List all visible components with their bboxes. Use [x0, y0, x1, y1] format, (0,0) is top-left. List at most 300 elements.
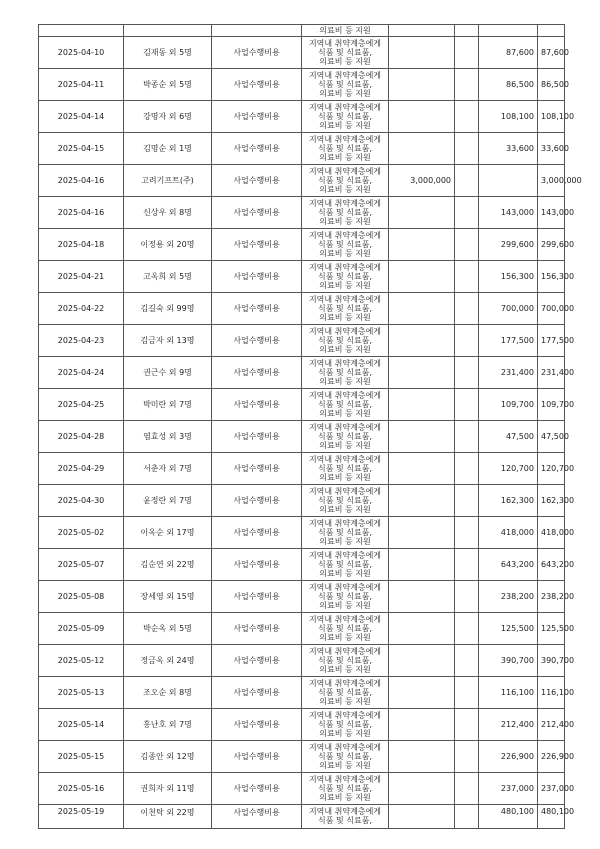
expense-cell: 116,100 — [479, 677, 538, 709]
description-line: 식품 및 식료품, — [318, 464, 372, 473]
expense-cell: 177,500 — [479, 325, 538, 357]
table-row — [39, 69, 565, 101]
description-cell — [302, 485, 389, 517]
table-row — [39, 101, 565, 133]
description-cell — [302, 773, 389, 805]
income-cell — [389, 485, 455, 517]
description-line: 지역내 취약계층에게 — [308, 263, 382, 272]
ledger-table — [38, 24, 582, 829]
description-line: 지역내 취약계층에게 — [308, 231, 382, 240]
description-line: 의료비 등 지원 — [319, 441, 371, 450]
expense-cell: 33,600 — [479, 133, 538, 165]
description-line: 식품 및 식료품, — [318, 272, 372, 281]
description-line: 지역내 취약계층에게 — [308, 583, 382, 592]
description-line: 지역내 취약계층에게 — [308, 615, 382, 624]
extra-cell — [455, 229, 479, 261]
income-cell — [389, 421, 455, 453]
table-row — [39, 709, 565, 741]
table-row — [39, 581, 565, 613]
table-row — [39, 229, 565, 261]
extra-cell — [455, 293, 479, 325]
description-line: 지역내 취약계층에게 — [308, 743, 382, 752]
income-cell — [389, 229, 455, 261]
extra-cell — [455, 645, 479, 677]
expense-cell: 226,900 — [479, 741, 538, 773]
income-cell — [389, 37, 455, 69]
description-line: 식품 및 식료품, — [318, 752, 372, 761]
total-cell: 143,000 — [538, 197, 565, 229]
account-cell: 사업수행비용 — [212, 485, 302, 517]
account-cell: 사업수행비용 — [212, 261, 302, 293]
table-row — [39, 549, 565, 581]
description-line: 식품 및 식료품, — [318, 624, 372, 633]
extra-cell — [455, 197, 479, 229]
description-line: 식품 및 식료품, — [318, 720, 372, 729]
description-line: 지역내 취약계층에게 — [308, 679, 382, 688]
account-cell: 사업수행비용 — [212, 517, 302, 549]
description-line: 식품 및 식료품, — [318, 688, 372, 697]
date-cell: 2025-04-23 — [39, 325, 124, 357]
description-line: 의료비 등 지원 — [319, 473, 371, 482]
description-line: 의료비 등 지원 — [319, 537, 371, 546]
income-cell — [389, 293, 455, 325]
recipient-cell: 권희자 외 11명 — [124, 773, 212, 805]
table-row — [39, 453, 565, 485]
description-line: 의료비 등 지원 — [319, 377, 371, 386]
table-row — [39, 133, 565, 165]
date-cell: 2025-05-15 — [39, 741, 124, 773]
income-cell — [389, 613, 455, 645]
expense-cell: 120,700 — [479, 453, 538, 485]
table-row — [39, 517, 565, 549]
date-cell: 2025-05-16 — [39, 773, 124, 805]
description-line: 식품 및 식료품, — [318, 592, 372, 601]
description-line: 지역내 취약계층에게 — [308, 519, 382, 528]
description-cell: 의료비 등 지원 — [302, 25, 389, 37]
total-cell: 212,400 — [538, 709, 565, 741]
recipient-cell: 이천탁 외 22명 — [124, 805, 212, 829]
expense-cell — [479, 165, 538, 197]
description-line: 식품 및 식료품, — [318, 48, 372, 57]
description-line: 의료비 등 지원 — [319, 345, 371, 354]
description-line: 지역내 취약계층에게 — [308, 167, 382, 176]
recipient-cell: 정금옥 외 24명 — [124, 645, 212, 677]
total-cell: 109,700 — [538, 389, 565, 421]
table-row — [39, 805, 565, 829]
description-cell — [302, 133, 389, 165]
date-cell: 2025-04-10 — [39, 37, 124, 69]
table-row — [39, 389, 565, 421]
total-cell: 86,500 — [538, 69, 565, 101]
extra-cell — [455, 549, 479, 581]
recipient-cell: 김종안 외 12명 — [124, 741, 212, 773]
description-line: 식품 및 식료품, — [318, 336, 372, 345]
account-cell: 사업수행비용 — [212, 645, 302, 677]
description-line: 식품 및 식료품, — [318, 656, 372, 665]
description-line: 지역내 취약계층에게 — [308, 71, 382, 80]
description-line: 지역내 취약계층에게 — [308, 647, 382, 656]
date-cell: 2025-05-19 — [39, 805, 124, 829]
table-row — [39, 165, 565, 197]
description-line: 식품 및 식료품, — [318, 304, 372, 313]
table-row — [39, 261, 565, 293]
extra-cell — [455, 421, 479, 453]
extra-cell — [455, 389, 479, 421]
description-line: 지역내 취약계층에게 — [308, 775, 382, 784]
description-line: 의료비 등 지원 — [319, 409, 371, 418]
description-line: 지역내 취약계층에게 — [308, 135, 382, 144]
extra-cell — [455, 613, 479, 645]
description-line: 의료비 등 지원 — [319, 601, 371, 610]
table-row — [39, 293, 565, 325]
income-cell — [389, 133, 455, 165]
table-row — [39, 677, 565, 709]
description-cell — [302, 581, 389, 613]
total-cell: 643,200 — [538, 549, 565, 581]
extra-cell — [455, 165, 479, 197]
income-cell — [389, 549, 455, 581]
date-cell: 2025-05-14 — [39, 709, 124, 741]
description-cell — [302, 677, 389, 709]
description-cell — [302, 389, 389, 421]
account-cell: 사업수행비용 — [212, 37, 302, 69]
income-cell — [389, 741, 455, 773]
recipient-cell: 고옥희 외 5명 — [124, 261, 212, 293]
income-cell: 3,000,000 — [389, 165, 455, 197]
description-line: 식품 및 식료품, — [318, 176, 372, 185]
expense-cell: 700,000 — [479, 293, 538, 325]
table-row — [39, 197, 565, 229]
recipient-cell: 김명순 외 1명 — [124, 133, 212, 165]
total-cell: 390,700 — [538, 645, 565, 677]
extra-cell — [455, 453, 479, 485]
recipient-cell: 이정용 외 20명 — [124, 229, 212, 261]
income-cell — [389, 581, 455, 613]
income-cell — [389, 389, 455, 421]
account-cell: 사업수행비용 — [212, 293, 302, 325]
description-line: 지역내 취약계층에게 — [308, 39, 382, 48]
account-cell: 사업수행비용 — [212, 613, 302, 645]
recipient-cell: 서춘자 외 7명 — [124, 453, 212, 485]
income-cell — [389, 645, 455, 677]
total-cell: 162,300 — [538, 485, 565, 517]
account-cell: 사업수행비용 — [212, 389, 302, 421]
expense-cell: 162,300 — [479, 485, 538, 517]
recipient-cell: 김길숙 외 99명 — [124, 293, 212, 325]
expense-cell: 86,500 — [479, 69, 538, 101]
date-cell: 2025-04-30 — [39, 485, 124, 517]
date-cell: 2025-04-28 — [39, 421, 124, 453]
description-line: 지역내 취약계층에게 — [308, 391, 382, 400]
extra-cell — [455, 37, 479, 69]
description-line: 의료비 등 지원 — [319, 697, 371, 706]
account-cell: 사업수행비용 — [212, 677, 302, 709]
description-line: 식품 및 식료품, — [318, 784, 372, 793]
expense-cell: 109,700 — [479, 389, 538, 421]
date-cell: 2025-05-02 — [39, 517, 124, 549]
date-cell: 2025-04-15 — [39, 133, 124, 165]
description-line: 의료비 등 지원 — [319, 185, 371, 194]
description-line: 의료비 등 지원 — [319, 121, 371, 130]
description-line: 의료비 등 지원 — [319, 633, 371, 642]
income-cell — [389, 709, 455, 741]
description-line: 식품 및 식료품, — [318, 240, 372, 249]
description-line: 지역내 취약계층에게 — [308, 295, 382, 304]
date-cell: 2025-04-21 — [39, 261, 124, 293]
account-cell: 사업수행비용 — [212, 101, 302, 133]
expense-cell: 143,000 — [479, 197, 538, 229]
description-line: 지역내 취약계층에게 — [308, 551, 382, 560]
table-row — [39, 613, 565, 645]
description-line: 의료비 등 지원 — [319, 153, 371, 162]
total-cell: 299,600 — [538, 229, 565, 261]
extra-cell — [455, 773, 479, 805]
description-cell — [302, 101, 389, 133]
description-line: 식품 및 식료품, — [318, 368, 372, 377]
description-line: 의료비 등 지원 — [319, 281, 371, 290]
description-line: 식품 및 식료품, — [318, 80, 372, 89]
income-cell — [389, 805, 455, 829]
account-cell: 사업수행비용 — [212, 709, 302, 741]
expense-cell: 125,500 — [479, 613, 538, 645]
total-cell: 3,000,000 — [538, 165, 565, 197]
table-row — [39, 357, 565, 389]
extra-cell — [455, 261, 479, 293]
income-cell — [389, 101, 455, 133]
total-cell: 87,600 — [538, 37, 565, 69]
description-line: 식품 및 식료품, — [318, 816, 372, 825]
recipient-cell: 장세영 외 15명 — [124, 581, 212, 613]
description-line: 식품 및 식료품, — [318, 112, 372, 121]
extra-cell — [455, 325, 479, 357]
description-line: 식품 및 식료품, — [318, 560, 372, 569]
description-line: 지역내 취약계층에게 — [308, 455, 382, 464]
description-cell — [302, 645, 389, 677]
extra-cell — [455, 805, 479, 829]
description-cell — [302, 261, 389, 293]
recipient-cell: 박종순 외 5명 — [124, 69, 212, 101]
income-cell — [389, 261, 455, 293]
date-cell: 2025-04-16 — [39, 197, 124, 229]
description-cell — [302, 613, 389, 645]
description-cell — [302, 229, 389, 261]
date-cell: 2025-04-14 — [39, 101, 124, 133]
total-cell: 33,600 — [538, 133, 565, 165]
total-cell: 238,200 — [538, 581, 565, 613]
date-cell: 2025-05-07 — [39, 549, 124, 581]
recipient-cell: 조오순 외 8명 — [124, 677, 212, 709]
description-line: 지역내 취약계층에게 — [308, 711, 382, 720]
ledger-sheet — [38, 24, 582, 829]
recipient-cell: 신상우 외 8명 — [124, 197, 212, 229]
account-cell: 사업수행비용 — [212, 421, 302, 453]
account-cell: 사업수행비용 — [212, 741, 302, 773]
income-cell — [389, 357, 455, 389]
description-line: 의료비 등 지원 — [319, 89, 371, 98]
recipient-cell: 김금자 외 13명 — [124, 325, 212, 357]
description-line: 지역내 취약계층에게 — [308, 199, 382, 208]
account-cell: 사업수행비용 — [212, 581, 302, 613]
income-cell — [389, 197, 455, 229]
description-line: 의료비 등 지원 — [319, 57, 371, 66]
expense-cell: 87,600 — [479, 37, 538, 69]
description-cell — [302, 517, 389, 549]
date-cell: 2025-05-08 — [39, 581, 124, 613]
total-cell: 156,300 — [538, 261, 565, 293]
recipient-cell: 고려기프트(주) — [124, 165, 212, 197]
date-cell: 2025-05-09 — [39, 613, 124, 645]
description-cell — [302, 805, 389, 829]
expense-cell: 480,100 — [479, 805, 538, 829]
description-line: 의료비 등 지원 — [319, 249, 371, 258]
expense-cell: 47,500 — [479, 421, 538, 453]
income-cell — [389, 325, 455, 357]
table-row — [39, 485, 565, 517]
expense-cell: 156,300 — [479, 261, 538, 293]
income-cell — [389, 517, 455, 549]
account-cell: 사업수행비용 — [212, 773, 302, 805]
income-cell — [389, 453, 455, 485]
date-cell: 2025-04-22 — [39, 293, 124, 325]
description-cell — [302, 325, 389, 357]
account-cell: 사업수행비용 — [212, 357, 302, 389]
expense-cell: 231,400 — [479, 357, 538, 389]
description-line: 의료비 등 지원 — [319, 569, 371, 578]
description-cell — [302, 357, 389, 389]
description-line: 지역내 취약계층에게 — [308, 487, 382, 496]
total-cell: 108,100 — [538, 101, 565, 133]
account-cell: 사업수행비용 — [212, 197, 302, 229]
description-cell — [302, 549, 389, 581]
description-line: 의료비 등 지원 — [319, 729, 371, 738]
recipient-cell: 홍난호 외 7명 — [124, 709, 212, 741]
extra-cell — [455, 741, 479, 773]
total-cell: 237,000 — [538, 773, 565, 805]
description-line: 의료비 등 지원 — [319, 217, 371, 226]
extra-cell — [455, 357, 479, 389]
total-cell: 231,400 — [538, 357, 565, 389]
description-line: 지역내 취약계층에게 — [308, 359, 382, 368]
recipient-cell: 이옥순 외 17명 — [124, 517, 212, 549]
description-line: 의료비 등 지원 — [319, 505, 371, 514]
total-cell: 116,100 — [538, 677, 565, 709]
total-cell: 125,500 — [538, 613, 565, 645]
extra-cell — [455, 709, 479, 741]
extra-cell — [455, 517, 479, 549]
recipient-cell: 염효성 외 3명 — [124, 421, 212, 453]
table-row — [39, 37, 565, 69]
recipient-cell: 윤정란 외 7명 — [124, 485, 212, 517]
extra-cell — [455, 133, 479, 165]
total-cell: 226,900 — [538, 741, 565, 773]
description-cell — [302, 741, 389, 773]
recipient-cell: 박순옥 외 5명 — [124, 613, 212, 645]
date-cell: 2025-04-16 — [39, 165, 124, 197]
table-row — [39, 741, 565, 773]
extra-cell — [455, 101, 479, 133]
description-cell — [302, 421, 389, 453]
date-cell: 2025-05-13 — [39, 677, 124, 709]
expense-cell: 643,200 — [479, 549, 538, 581]
description-line: 의료비 등 지원 — [319, 665, 371, 674]
description-line: 지역내 취약계층에게 — [308, 103, 382, 112]
description-line: 의료비 등 지원 — [319, 793, 371, 802]
date-cell: 2025-05-12 — [39, 645, 124, 677]
table-row — [39, 421, 565, 453]
total-cell: 480,100 — [538, 805, 565, 829]
date-cell: 2025-04-25 — [39, 389, 124, 421]
account-cell: 사업수행비용 — [212, 133, 302, 165]
description-line: 지역내 취약계층에게 — [308, 327, 382, 336]
account-cell: 사업수행비용 — [212, 69, 302, 101]
account-cell: 사업수행비용 — [212, 325, 302, 357]
description-cell — [302, 453, 389, 485]
ledger-body — [39, 25, 582, 829]
recipient-cell: 강명자 외 6명 — [124, 101, 212, 133]
extra-cell — [455, 677, 479, 709]
description-line: 식품 및 식료품, — [318, 400, 372, 409]
description-line: 식품 및 식료품, — [318, 144, 372, 153]
date-cell: 2025-04-29 — [39, 453, 124, 485]
table-row — [39, 645, 565, 677]
expense-cell: 299,600 — [479, 229, 538, 261]
description-cell — [302, 293, 389, 325]
date-cell: 2025-04-11 — [39, 69, 124, 101]
description-cell — [302, 37, 389, 69]
description-line: 의료비 등 지원 — [319, 761, 371, 770]
income-cell — [389, 677, 455, 709]
total-cell: 700,000 — [538, 293, 565, 325]
account-cell: 사업수행비용 — [212, 229, 302, 261]
recipient-cell: 김순연 외 22명 — [124, 549, 212, 581]
account-cell: 사업수행비용 — [212, 165, 302, 197]
expense-cell: 418,000 — [479, 517, 538, 549]
description-line: 식품 및 식료품, — [318, 496, 372, 505]
description-cell — [302, 165, 389, 197]
expense-cell: 238,200 — [479, 581, 538, 613]
description-line: 식품 및 식료품, — [318, 208, 372, 217]
expense-cell: 237,000 — [479, 773, 538, 805]
table-row — [39, 325, 565, 357]
recipient-cell: 박미란 외 7명 — [124, 389, 212, 421]
total-cell: 418,000 — [538, 517, 565, 549]
account-cell: 사업수행비용 — [212, 805, 302, 829]
income-cell — [389, 69, 455, 101]
expense-cell: 108,100 — [479, 101, 538, 133]
income-cell — [389, 773, 455, 805]
account-cell: 사업수행비용 — [212, 453, 302, 485]
account-cell: 사업수행비용 — [212, 549, 302, 581]
date-cell: 2025-04-18 — [39, 229, 124, 261]
extra-cell — [455, 69, 479, 101]
total-cell: 120,700 — [538, 453, 565, 485]
description-cell — [302, 69, 389, 101]
description-cell — [302, 197, 389, 229]
date-cell: 2025-04-24 — [39, 357, 124, 389]
description-line: 지역내 취약계층에게 — [308, 807, 382, 816]
description-line: 식품 및 식료품, — [318, 528, 372, 537]
description-line: 지역내 취약계층에게 — [308, 423, 382, 432]
description-cell — [302, 709, 389, 741]
table-row-partial — [39, 25, 565, 37]
recipient-cell: 권근수 외 9명 — [124, 357, 212, 389]
description-line: 의료비 등 지원 — [319, 313, 371, 322]
total-cell: 47,500 — [538, 421, 565, 453]
expense-cell: 212,400 — [479, 709, 538, 741]
extra-cell — [455, 581, 479, 613]
recipient-cell: 김재동 외 5명 — [124, 37, 212, 69]
extra-cell — [455, 485, 479, 517]
